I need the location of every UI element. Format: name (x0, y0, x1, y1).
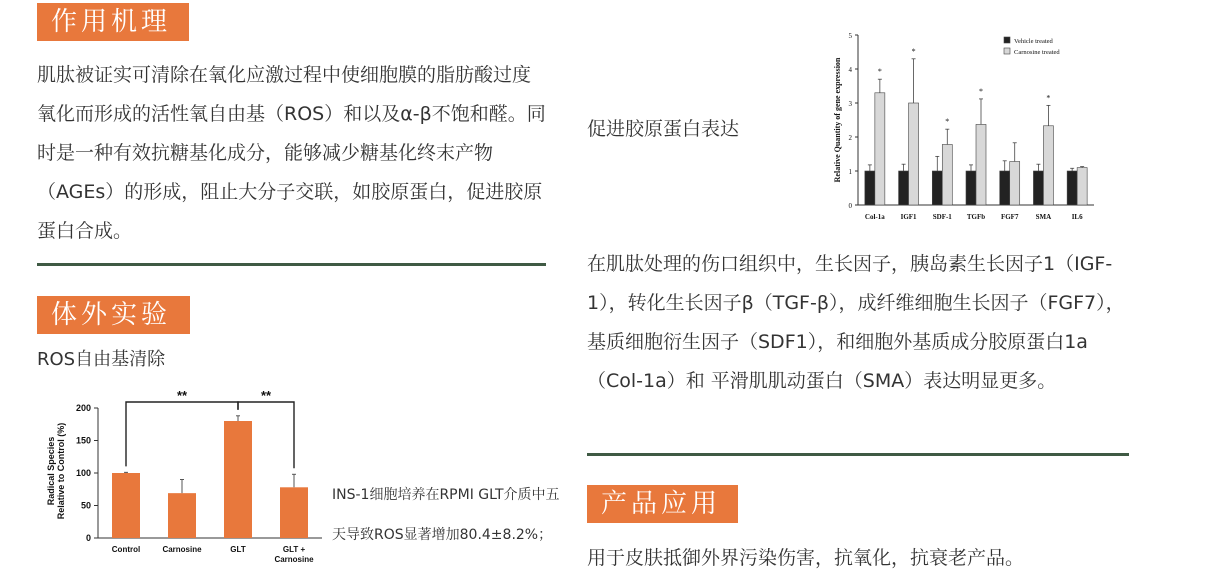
gene-bar (942, 144, 952, 205)
gene-bar (932, 171, 942, 205)
ros-xtick-label: GLT (230, 545, 246, 554)
ros-ytick-label: 150 (75, 435, 91, 446)
ros-ylabel-line1: Radical Species (46, 436, 56, 506)
product-paragraph: 用于皮肤抵御外界污染伤害，抗氧化，抗衰老产品。 (587, 547, 1025, 569)
gene-significance-star: * (877, 67, 882, 77)
ros-significance-label: ** (176, 388, 188, 403)
gene-xtick-label: SMA (1035, 213, 1052, 221)
gene-ylabel: Relative Quantity of gene expression (833, 57, 842, 183)
gene-legend-label: Vehicle treated (1014, 38, 1053, 45)
gene-ytick-label: 1 (848, 168, 852, 176)
gene-bar (1077, 168, 1087, 205)
gene-bar (1000, 171, 1010, 205)
left-divider (37, 263, 546, 266)
ros-xtick-label: Control (111, 545, 141, 554)
gene-xtick-label: IL6 (1071, 213, 1083, 221)
ros-note-line1: INS-1细胞培养在RPMI GLT介质中五 (332, 487, 560, 503)
mechanism-paragraph: 肌肽被证实可清除在氧化应激过程中使细胞膜的脂肪酸过度氧化而形成的活性氧自由基（ROS）和以及α-β不饱和醛。同时是一种有效抗糖基化成分，能够减少糖基化终末产物（AGEs）的形成，阻止大分子交联，如胶原蛋白，促进胶原蛋白合成。 (37, 64, 546, 242)
gene-ytick-label: 0 (848, 202, 852, 210)
collagen-label: 促进胶原蛋白表达 (587, 118, 740, 140)
gene-xtick-label: FGF7 (1000, 213, 1019, 221)
gene-ytick-label: 3 (848, 100, 852, 108)
ros-significance-bracket (126, 402, 238, 466)
gene-bar (1033, 171, 1043, 205)
gene-ytick-label: 5 (848, 32, 852, 40)
gene-bar (909, 103, 919, 205)
ros-subtitle: ROS自由基清除 (37, 349, 166, 370)
ros-xtick-label: Carnosine (162, 545, 202, 554)
gene-bar (1043, 126, 1053, 205)
gene-xtick-label: TGFb (966, 213, 986, 221)
gene-ytick-label: 4 (848, 66, 852, 74)
ros-ytick-label: 100 (75, 468, 91, 478)
gene-xtick-label: IGF1 (900, 213, 917, 221)
ros-ytick-label: 50 (80, 500, 91, 511)
ros-ytick-label: 200 (75, 403, 91, 413)
right-divider (587, 453, 1129, 456)
gene-legend-swatch (1004, 48, 1010, 54)
gene-significance-star: * (1046, 93, 1051, 103)
gene-ytick-label: 2 (848, 134, 852, 142)
ros-chart (40, 386, 325, 576)
gene-bar (899, 171, 909, 205)
gene-significance-star: * (979, 86, 983, 96)
gene-significance-star: * (945, 117, 950, 127)
gene-bar (875, 93, 885, 205)
invitro-heading: 体外实验 (37, 296, 190, 334)
gene-legend-label: Carnosine treated (1014, 49, 1060, 56)
gene-bar (865, 171, 875, 205)
product-heading: 产品应用 (587, 485, 738, 523)
mechanism-heading: 作用机理 (37, 3, 189, 41)
ros-bar (112, 473, 140, 538)
gene-bar (976, 124, 986, 205)
ros-xtick-label: GLT + (282, 545, 306, 554)
gene-bar (1067, 171, 1077, 205)
ros-significance-label: ** (260, 388, 272, 403)
gene-bar (966, 171, 976, 205)
ros-bar (224, 421, 252, 538)
gene-bar (1010, 161, 1020, 205)
gene-xtick-label: SDF-1 (932, 213, 952, 221)
ros-bar (280, 487, 308, 538)
ros-xtick-label: Carnosine (274, 555, 314, 564)
gene-legend-swatch (1004, 37, 1010, 43)
collagen-paragraph: 在肌肽处理的伤口组织中，生长因子，胰岛素生长因子1（IGF-1），转化生长因子β（TGF-β），成纤维细胞生长因子（FGF7），基质细胞衍生因子（SDF1），和细胞外基质成分胶原蛋白1a（Col-1a）和 平滑肌肌动蛋白（SMA）表达明显更多。 (587, 253, 1125, 392)
ros-ytick-label: 0 (85, 533, 91, 543)
ros-ylabel-line2: Relative to Control (%) (56, 422, 66, 520)
ros-bar (168, 493, 196, 538)
ros-note-line2: 天导致ROS显著增加80.4±8.2%； (332, 527, 553, 543)
gene-significance-star: * (911, 46, 916, 56)
gene-chart (828, 28, 1098, 228)
gene-xtick-label: Col-1a (864, 213, 885, 221)
